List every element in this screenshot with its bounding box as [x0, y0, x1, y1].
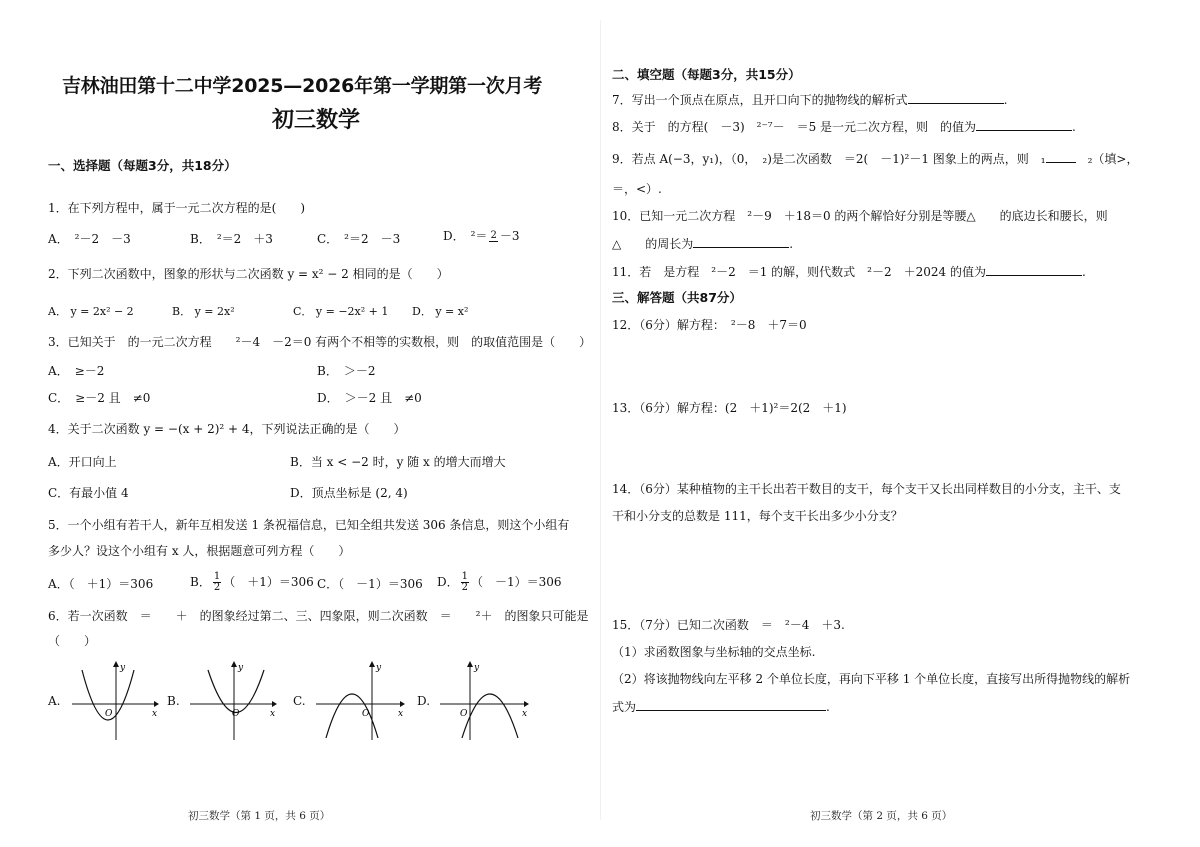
q6-option-a-graph	[68, 660, 160, 742]
y-label: y	[120, 663, 126, 673]
question-14-line2: 干和小分支的总数是 111，每个支干长出多少小分支？	[612, 509, 903, 523]
q5-option-d: D． $\frac{1}{2}$ （ －1）＝306	[437, 571, 562, 593]
q2-option-b: B． y = 2x²	[172, 305, 235, 318]
question-1-stem: 1．在下列方程中，属于一元二次方程的是( )	[48, 201, 305, 215]
question-15-part1: （1）求函数图象与坐标轴的交点坐标.	[612, 645, 816, 659]
origin-label: O	[232, 709, 240, 719]
q4-option-c: C．有最小值 4	[48, 486, 129, 500]
q6-option-a-label: A.	[48, 694, 61, 708]
question-6-stem-line2: （ ）	[48, 634, 97, 648]
question-8: 8．关于 的方程( －3) ²⁻⁷－ ＝5 是一元二次方程，则 的值为 .	[612, 120, 1076, 134]
question-4-stem: 4．关于二次函数 y = −(x + 2)² + 4，下列说法正确的是（ ）	[48, 422, 406, 436]
answer-blank	[1046, 150, 1076, 163]
q3-option-a: A． ≥－2	[48, 364, 105, 378]
question-5-stem-line1: 5．一个小组有若干人，新年互相发送 1 条祝福信息，已知全组共发送 306 条信息，则这个小组有	[48, 518, 570, 532]
q3-option-d: D． ＞－2 且 ≠0	[317, 391, 422, 405]
origin-label: O	[362, 709, 370, 719]
answer-blank	[908, 91, 1004, 104]
parabola	[326, 694, 378, 738]
q4-option-d: D．顶点坐标是 (2, 4)	[290, 486, 408, 500]
question-9-line2: ＝，<）.	[612, 182, 662, 196]
x-axis-arrow	[272, 701, 277, 707]
page-footer: 初三数学（第 1 页，共 6 页）	[188, 810, 331, 822]
question-2-stem: 2．下列二次函数中，图象的形状与二次函数 y = x² − 2 相同的是（ ）	[48, 267, 449, 281]
q1-option-d: D． ²＝ 2 －3	[443, 229, 520, 243]
y-label: y	[238, 663, 244, 673]
fraction: $\frac{1}{2}$	[213, 571, 221, 593]
origin-label: O	[105, 709, 113, 719]
origin-label: O	[460, 709, 468, 719]
q4-option-b: B．当 x < −2 时，y 随 x 的增大而增大	[290, 455, 506, 469]
q2-option-d: D． y = x²	[412, 305, 469, 318]
question-9-line1: 9．若点 A(−3，y₁)，（0， ₂)是二次函数 ＝2( －1)²－1 图象上的两点，则 ₁ ₂（填>，	[612, 152, 1139, 166]
fraction: $\frac{1}{2}$	[461, 571, 468, 593]
answer-blank	[976, 118, 1072, 131]
y-axis-arrow	[231, 661, 237, 667]
q6-option-d-label: D.	[417, 694, 431, 708]
q3-option-c: C． ≥－2 且 ≠0	[48, 391, 151, 405]
q6-option-b-label: B.	[167, 694, 180, 708]
exam-title: 吉林油田第十二中学2025—2026年第一学期第一次月考	[62, 75, 543, 97]
x-axis-arrow	[524, 701, 529, 707]
section-heading-answer: 三、解答题（共87分）	[612, 290, 742, 305]
q4-option-a: A．开口向上	[48, 455, 117, 469]
q2-option-c: C． y = −2x² + 1	[293, 305, 389, 318]
q5-option-c: C．（ －1）＝306	[317, 577, 423, 591]
question-14-line1: 14．（6分）某种植物的主干长出若干数目的支干，每个支干又长出同样数目的小分支，主干、支	[612, 482, 1121, 496]
y-axis-arrow	[113, 661, 119, 667]
question-3-stem: 3．已知关于 的一元二次方程 ²－4 －2＝0 有两个不相等的实数根，则 的取值范围是（ ）	[48, 335, 592, 349]
answer-blank	[986, 263, 1082, 276]
y-label: y	[376, 663, 382, 673]
section-heading-choice: 一、选择题（每题3分，共18分）	[48, 158, 237, 173]
question-10-line1: 10．已知一元二次方程 ²－9 ＋18＝0 的两个解恰好分别是等腰△ 的底边长和腰长，则	[612, 209, 1108, 223]
x-label: x	[398, 709, 404, 719]
right-page	[600, 0, 1200, 847]
section-heading-fill: 二、填空题（每题3分，共15分）	[612, 67, 801, 82]
question-15-part2: （2）将该抛物线向左平移 2 个单位长度，再向下平移 1 个单位长度，直接写出所得抛物线的解析	[612, 672, 1131, 686]
q1-option-b: B． ²＝2 ＋3	[190, 232, 273, 246]
question-5-stem-line2: 多少人？设这个小组有 x 人，根据题意可列方程（ ）	[48, 544, 351, 558]
x-label: x	[522, 709, 528, 719]
question-12: 12．（6分）解方程： ²－8 ＋7＝0	[612, 318, 807, 332]
answer-blank	[636, 698, 826, 711]
q6-option-d-graph	[436, 660, 532, 742]
question-6-stem-line1: 6．若一次函数 ＝ ＋ 的图象经过第二、三、四象限，则二次函数 ＝ ²＋ 的图象只可能是	[48, 609, 589, 623]
q3-option-b: B． ＞－2	[317, 364, 376, 378]
question-7: 7．写出一个顶点在原点，且开口向下的抛物线的解析式 .	[612, 93, 1008, 107]
x-axis-arrow	[154, 701, 159, 707]
page-footer: 初三数学（第 2 页，共 6 页）	[810, 810, 953, 822]
y-label: y	[474, 663, 480, 673]
q6-option-c-label: C.	[293, 694, 306, 708]
question-10-line2: △ 的周长为 .	[612, 237, 794, 251]
answer-blank	[693, 235, 789, 248]
x-label: x	[152, 709, 158, 719]
question-13: 13．（6分）解方程：(2 ＋1)²＝2(2 ＋1)	[612, 401, 847, 415]
q5-option-b: B． $\frac{1}{2}$ （ ＋1）＝306	[190, 571, 314, 593]
x-label: x	[270, 709, 276, 719]
y-axis-arrow	[467, 661, 473, 667]
y-axis-arrow	[369, 661, 375, 667]
q6-option-c-graph	[312, 660, 408, 742]
q1-option-c: C． ²＝2 －3	[317, 232, 401, 246]
q5-option-a: A．（ ＋1）＝306	[48, 577, 154, 591]
question-15-part2-answer: 式为 .	[612, 700, 830, 714]
q6-option-b-graph	[186, 660, 278, 742]
question-15-line1: 15．（7分）已知二次函数 ＝ ²－4 ＋3.	[612, 618, 845, 632]
question-11: 11．若 是方程 ²－2 ＝1 的解，则代数式 ²－2 ＋2024 的值为 .	[612, 265, 1086, 279]
q2-option-a: A． y = 2x² − 2	[48, 305, 134, 318]
fraction: 2	[490, 230, 497, 241]
exam-subtitle: 初三数学	[272, 108, 361, 133]
x-axis-arrow	[400, 701, 405, 707]
q1-option-a: A． ²－2 －3	[48, 232, 131, 246]
parabola	[208, 670, 264, 713]
